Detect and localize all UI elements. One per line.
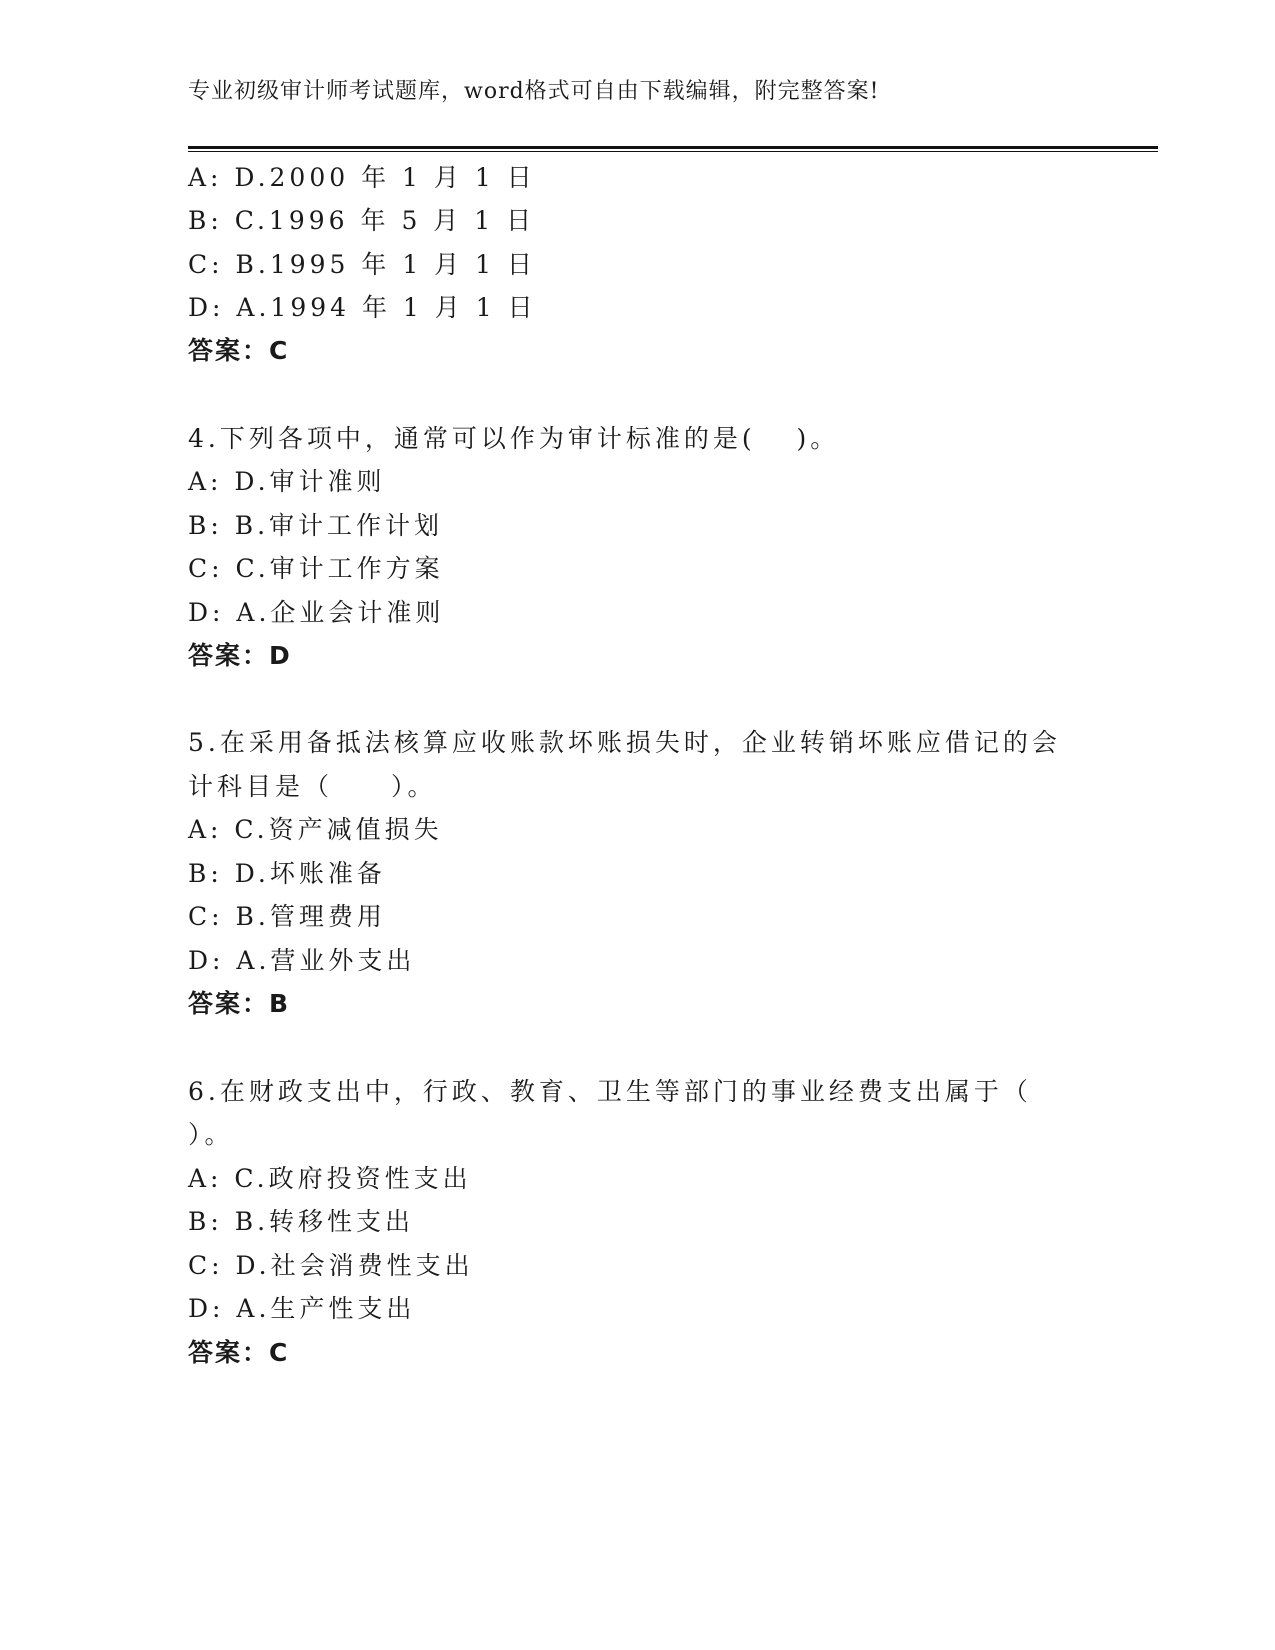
q4-option-b: B: B.审计工作计划 xyxy=(188,511,444,540)
q6-stem-line1: 6.在财政支出中，行政、教育、卫生等部门的事业经费支出属于（ xyxy=(188,1077,1032,1106)
q6-option-d: D: A.生产性支出 xyxy=(188,1294,416,1323)
q5-stem-line2: 计科目是（ ）。 xyxy=(188,772,437,801)
q5-option-c: C: B.管理费用 xyxy=(188,902,386,931)
q4-answer: 答案：D xyxy=(188,641,292,670)
page-header: 专业初级审计师考试题库，word格式可自由下载编辑，附完整答案! xyxy=(188,79,880,104)
q3-option-b: B: C.1996 年 5 月 1 日 xyxy=(188,206,536,235)
q5-option-a: A: C.资产减值损失 xyxy=(188,815,443,844)
header-rule-thin xyxy=(188,151,1158,152)
q6-stem-line2: ）。 xyxy=(188,1120,234,1149)
q6-answer: 答案：C xyxy=(188,1338,290,1367)
q6-option-c: C: D.社会消费性支出 xyxy=(188,1251,474,1280)
q6-option-b: B: B.转移性支出 xyxy=(188,1207,415,1236)
q3-option-c: C: B.1995 年 1 月 1 日 xyxy=(188,250,536,279)
q4-stem: 4.下列各项中，通常可以作为审计标准的是( )。 xyxy=(188,424,840,453)
q5-stem-line1: 5.在采用备抵法核算应收账款坏账损失时，企业转销坏账应借记的会 xyxy=(188,728,1061,757)
header-rule-thick xyxy=(188,146,1158,149)
q5-option-b: B: D.坏账准备 xyxy=(188,859,386,888)
q3-option-a: A: D.2000 年 1 月 1 日 xyxy=(188,163,536,192)
q5-option-d: D: A.营业外支出 xyxy=(188,946,416,975)
q4-option-a: A: D.审计准则 xyxy=(188,467,386,496)
q5-answer: 答案：B xyxy=(188,989,291,1018)
q6-option-a: A: C.政府投资性支出 xyxy=(188,1164,472,1193)
q3-option-d: D: A.1994 年 1 月 1 日 xyxy=(188,293,537,322)
q3-answer: 答案：C xyxy=(188,336,290,365)
q4-option-c: C: C.审计工作方案 xyxy=(188,554,444,583)
q4-option-d: D: A.企业会计准则 xyxy=(188,598,445,627)
